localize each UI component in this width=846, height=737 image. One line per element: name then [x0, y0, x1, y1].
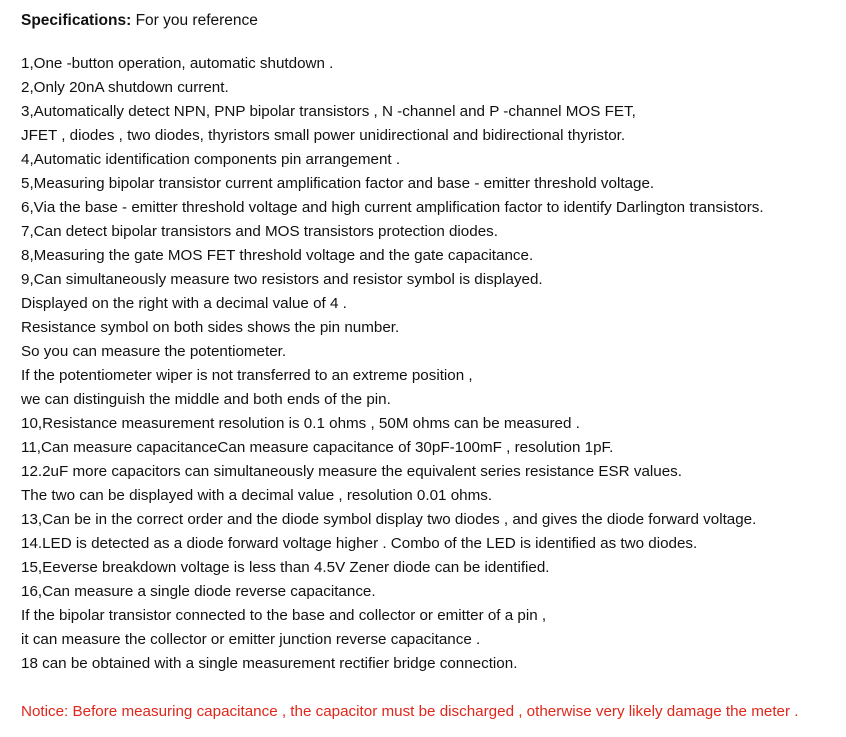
spec-line: 9,Can simultaneously measure two resistors and resistor symbol is displayed. [21, 271, 543, 288]
spec-line: 5,Measuring bipolar transistor current amplification factor and base - emitter threshold voltage. [21, 175, 655, 192]
spec-line: 13,Can be in the correct order and the diode symbol display two diodes , and gives the diode forward voltage. [21, 511, 757, 528]
spec-line: So you can measure the potentiometer. [21, 343, 287, 360]
spec-line: 7,Can detect bipolar transistors and MOS transistors protection diodes. [21, 223, 498, 240]
spec-line: we can distinguish the middle and both ends of the pin. [21, 391, 391, 408]
spec-line: it can measure the collector or emitter junction reverse capacitance . [21, 631, 481, 648]
spec-line: 1,One -button operation, automatic shutdown . [21, 55, 334, 72]
spec-line: 15,Eeverse breakdown voltage is less than 4.5V Zener diode can be identified. [21, 559, 550, 576]
spec-line: 6,Via the base - emitter threshold voltage and high current amplification factor to identify Darlington transistors. [21, 199, 764, 216]
spec-line: 10,Resistance measurement resolution is 0.1 ohms , 50M ohms can be measured . [21, 415, 580, 432]
spec-line: JFET , diodes , two diodes, thyristors small power unidirectional and bidirectional thyristor. [21, 127, 626, 144]
spec-line: If the potentiometer wiper is not transferred to an extreme position , [21, 367, 473, 384]
spec-line: 18 can be obtained with a single measurement rectifier bridge connection. [21, 655, 518, 672]
spec-line: 16,Can measure a single diode reverse capacitance. [21, 583, 376, 600]
spec-line: 11,Can measure capacitanceCan measure capacitance of 30pF-100mF , resolution 1pF. [21, 439, 614, 456]
spec-line: 4,Automatic identification components pin arrangement . [21, 151, 401, 168]
spec-line: 14.LED is detected as a diode forward voltage higher . Combo of the LED is identified as two diodes. [21, 535, 698, 552]
spec-line: The two can be displayed with a decimal value , resolution 0.01 ohms. [21, 487, 493, 504]
spec-line: Displayed on the right with a decimal value of 4 . [21, 295, 347, 312]
specifications-subtitle: For you reference [135, 12, 258, 29]
specifications-document [21, 10, 841, 724]
spec-line: 12.2uF more capacitors can simultaneously measure the equivalent series resistance ESR values. [21, 463, 682, 480]
notice-text: Notice: Before measuring capacitance , the capacitor must be discharged , otherwise very likely damage the meter . [21, 703, 799, 720]
spec-line: If the bipolar transistor connected to the base and collector or emitter of a pin , [21, 607, 547, 624]
spec-line: Resistance symbol on both sides shows the pin number. [21, 319, 400, 336]
spec-line: 8,Measuring the gate MOS FET threshold voltage and the gate capacitance. [21, 247, 534, 264]
spec-line: 2,Only 20nA shutdown current. [21, 79, 229, 96]
spec-line: 3,Automatically detect NPN, PNP bipolar transistors , N -channel and P -channel MOS FET, [21, 103, 636, 120]
specification-list [21, 52, 841, 676]
specifications-label: Specifications: [21, 12, 132, 29]
specifications-heading [21, 10, 841, 32]
